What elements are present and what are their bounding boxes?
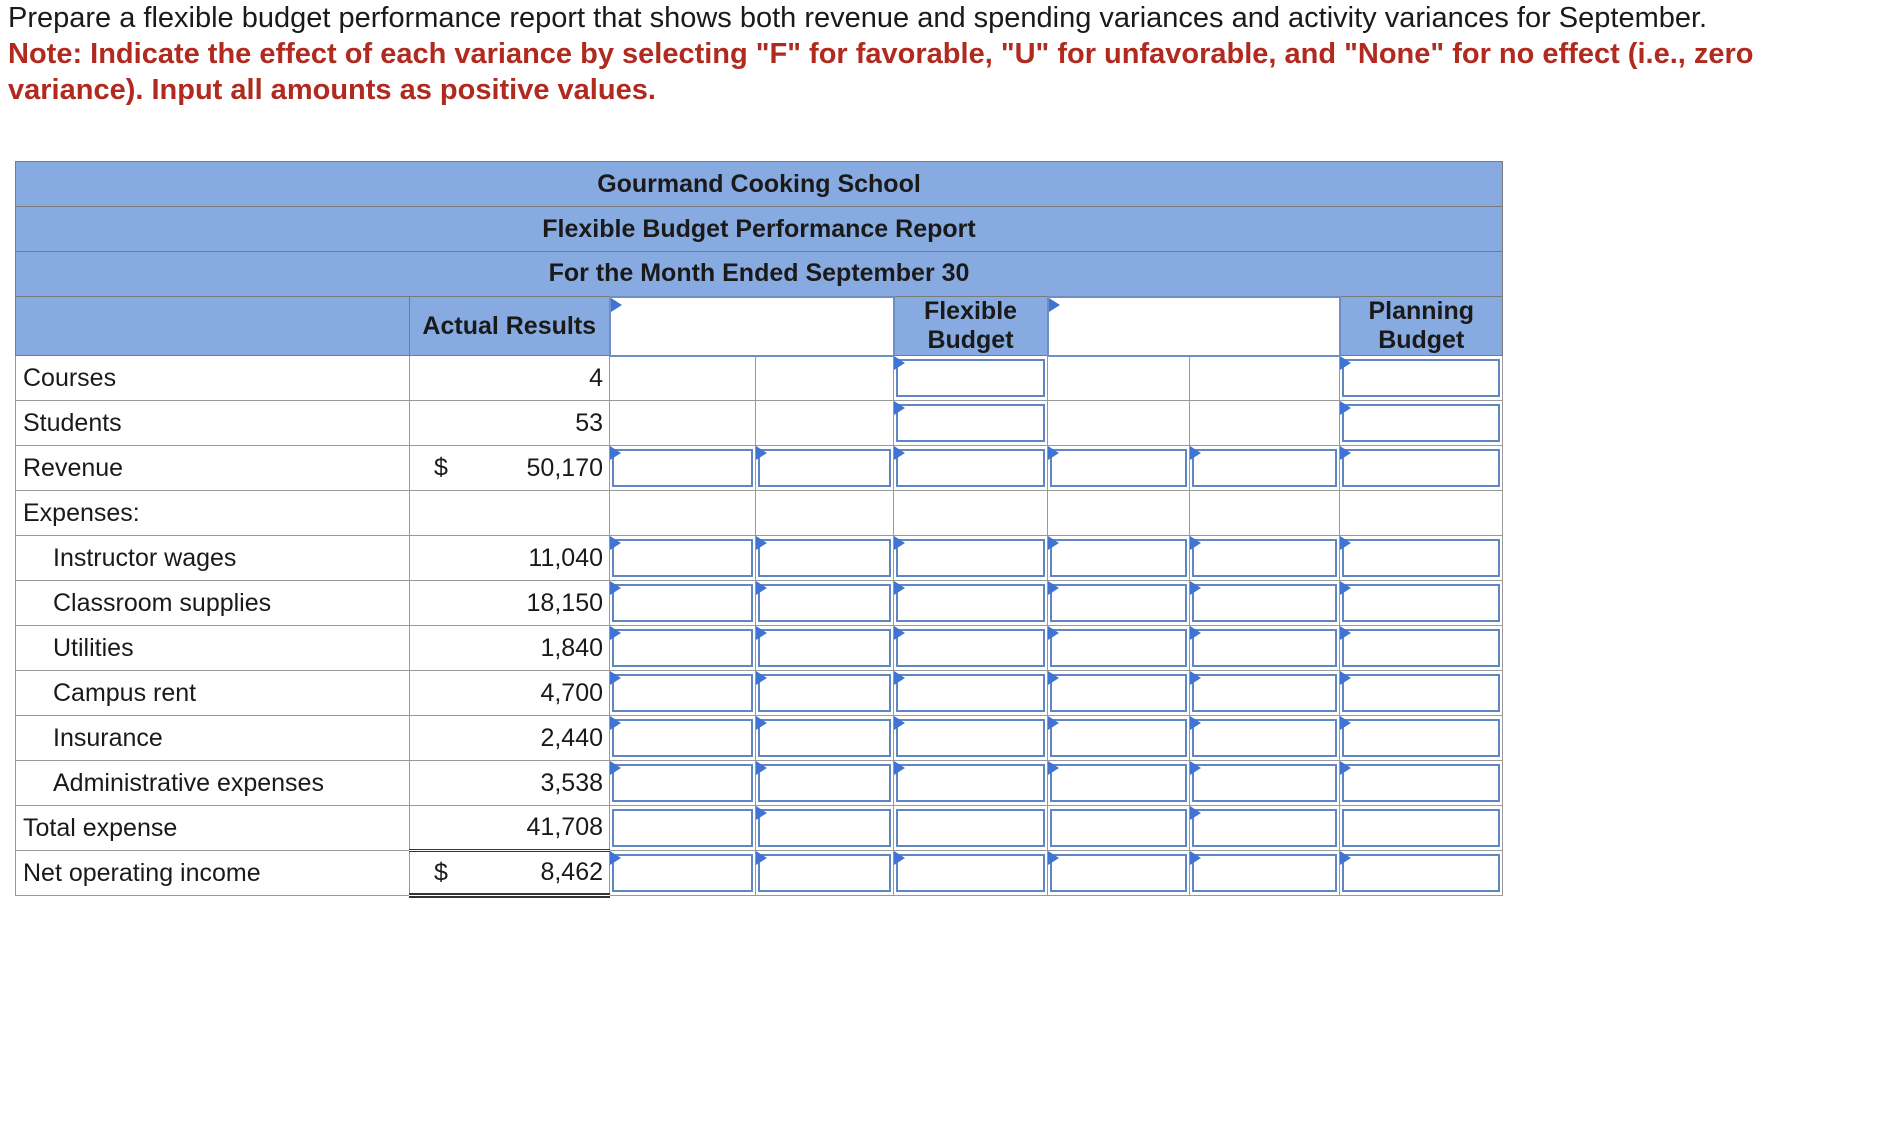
actual-value: 4,700 [410, 671, 610, 716]
table-row-campus-rent [16, 671, 1503, 716]
variance-amount-input[interactable] [1048, 671, 1190, 716]
variance-amount-input[interactable] [610, 761, 756, 806]
input-marker-icon [1340, 446, 1351, 460]
input-marker-icon [1340, 671, 1351, 685]
variance-amount-input[interactable] [1048, 806, 1190, 851]
variance-amount-input[interactable] [1048, 536, 1190, 581]
row-label: Total expense [16, 806, 410, 851]
table-row-insurance [16, 716, 1503, 761]
flexible-budget-input[interactable] [894, 401, 1048, 446]
row-label: Administrative expenses [16, 761, 410, 806]
input-marker-icon [756, 761, 767, 775]
input-marker-icon [610, 446, 621, 460]
variance-effect-select[interactable] [756, 716, 894, 761]
currency-symbol: $ [434, 858, 448, 886]
instruction-note: Note: Indicate the effect of each variance by selecting "F" for favorable, "U" for unfavorable, and "None" for no effect (i.e., zero variance). Input all amounts as positive values. [8, 38, 1754, 106]
flexible-budget-header: Flexible Budget [894, 297, 1048, 356]
variance-amount-input[interactable] [1048, 761, 1190, 806]
flexible-budget-input[interactable] [894, 356, 1048, 401]
performance-report-table [15, 161, 1503, 898]
row-label: Expenses: [16, 491, 410, 536]
input-marker-icon [1190, 716, 1201, 730]
table-row-expenses-header [16, 491, 1503, 536]
planning-budget-input[interactable] [1340, 446, 1503, 491]
input-marker-icon [894, 356, 905, 370]
row-label: Insurance [16, 716, 410, 761]
variance-effect-select[interactable] [1190, 851, 1340, 896]
variance-effect-select[interactable] [1190, 626, 1340, 671]
planning-budget-input[interactable] [1340, 851, 1503, 896]
input-marker-icon [756, 671, 767, 685]
input-marker-icon [756, 446, 767, 460]
planning-budget-input[interactable] [1340, 671, 1503, 716]
flexible-budget-input[interactable] [894, 626, 1048, 671]
input-marker-icon [1190, 851, 1201, 865]
input-marker-icon [756, 626, 767, 640]
input-marker-icon [1340, 581, 1351, 595]
planning-budget-input[interactable] [1340, 761, 1503, 806]
table-row-total-expense [16, 806, 1503, 851]
actual-value: 2,440 [410, 716, 610, 761]
table-row-courses [16, 356, 1503, 401]
variance-amount-input[interactable] [1048, 581, 1190, 626]
flexible-budget-input[interactable] [894, 581, 1048, 626]
input-marker-icon [1340, 716, 1351, 730]
input-marker-icon [1190, 806, 1201, 820]
input-marker-icon [1048, 581, 1059, 595]
input-marker-icon [1190, 626, 1201, 640]
actual-value: 4 [410, 356, 610, 401]
table-row-classroom-supplies [16, 581, 1503, 626]
input-marker-icon [610, 581, 621, 595]
flexible-budget-input[interactable] [894, 806, 1048, 851]
variance-effect-select[interactable] [1190, 761, 1340, 806]
row-label: Courses [16, 356, 410, 401]
actual-results-header: Actual Results [410, 297, 610, 356]
variance-amount-input[interactable] [610, 446, 756, 491]
table-row-administrative-expenses [16, 761, 1503, 806]
dropdown-marker-icon [1049, 298, 1060, 312]
variance-effect-select[interactable] [1190, 671, 1340, 716]
actual-value: $ 50,170 [410, 446, 610, 491]
input-marker-icon [1340, 626, 1351, 640]
input-marker-icon [610, 626, 621, 640]
planning-budget-input[interactable] [1340, 356, 1503, 401]
variance-amount-input[interactable] [610, 581, 756, 626]
actual-value: 1,840 [410, 626, 610, 671]
variance-effect-select[interactable] [756, 446, 894, 491]
planning-budget-input[interactable] [1340, 716, 1503, 761]
actual-value: $ 8,462 [410, 851, 610, 896]
variance-effect-select[interactable] [1190, 581, 1340, 626]
input-marker-icon [756, 851, 767, 865]
input-marker-icon [1048, 536, 1059, 550]
variance-amount-input[interactable] [610, 671, 756, 716]
variance-type-dropdown-1[interactable] [610, 297, 894, 356]
variance-effect-select[interactable] [756, 581, 894, 626]
planning-budget-input[interactable] [1340, 536, 1503, 581]
variance-effect-select[interactable] [756, 671, 894, 716]
row-label: Revenue [16, 446, 410, 491]
flexible-budget-input[interactable] [894, 446, 1048, 491]
currency-symbol: $ [434, 453, 448, 482]
variance-amount-input[interactable] [1048, 851, 1190, 896]
input-marker-icon [1340, 851, 1351, 865]
row-label: Students [16, 401, 410, 446]
input-marker-icon [1048, 671, 1059, 685]
input-marker-icon [1340, 356, 1351, 370]
input-marker-icon [1048, 716, 1059, 730]
variance-effect-select[interactable] [1190, 536, 1340, 581]
planning-budget-input[interactable] [1340, 581, 1503, 626]
row-label: Instructor wages [16, 536, 410, 581]
input-marker-icon [1048, 446, 1059, 460]
actual-value: 3,538 [410, 761, 610, 806]
input-marker-icon [1190, 536, 1201, 550]
flexible-budget-input[interactable] [894, 851, 1048, 896]
actual-value: 53 [410, 401, 610, 446]
input-marker-icon [1190, 581, 1201, 595]
flexible-budget-input[interactable] [894, 536, 1048, 581]
input-marker-icon [894, 851, 905, 865]
variance-amount-input[interactable] [610, 851, 756, 896]
input-marker-icon [894, 671, 905, 685]
variance-effect-select[interactable] [756, 626, 894, 671]
input-marker-icon [1048, 761, 1059, 775]
flexible-budget-input[interactable] [894, 671, 1048, 716]
input-marker-icon [610, 716, 621, 730]
variance-effect-select[interactable] [1190, 716, 1340, 761]
variance-type-dropdown-2[interactable] [1048, 297, 1340, 356]
label-column-header [16, 297, 410, 356]
variance-effect-select[interactable] [756, 536, 894, 581]
input-marker-icon [1340, 536, 1351, 550]
input-marker-icon [894, 536, 905, 550]
variance-amount-input[interactable] [1048, 716, 1190, 761]
report-title: Gourmand Cooking School [16, 162, 1503, 207]
planning-budget-input[interactable] [1340, 626, 1503, 671]
input-marker-icon [756, 716, 767, 730]
input-marker-icon [610, 671, 621, 685]
input-marker-icon [756, 806, 767, 820]
variance-effect-select[interactable] [756, 806, 894, 851]
planning-budget-input[interactable] [1340, 401, 1503, 446]
actual-value: 41,708 [410, 806, 610, 851]
input-marker-icon [894, 401, 905, 415]
flexible-budget-input[interactable] [894, 761, 1048, 806]
input-marker-icon [1190, 671, 1201, 685]
table-row-net-operating-income [16, 851, 1503, 896]
input-marker-icon [1190, 761, 1201, 775]
input-marker-icon [756, 581, 767, 595]
actual-value: 18,150 [410, 581, 610, 626]
variance-amount-input[interactable] [610, 716, 756, 761]
input-marker-icon [1048, 626, 1059, 640]
variance-amount-input[interactable] [1048, 626, 1190, 671]
row-label: Campus rent [16, 671, 410, 716]
actual-value: 11,040 [410, 536, 610, 581]
report-subtitle: Flexible Budget Performance Report [16, 207, 1503, 252]
input-marker-icon [894, 581, 905, 595]
input-marker-icon [894, 761, 905, 775]
table-row-utilities [16, 626, 1503, 671]
dropdown-marker-icon [611, 298, 622, 312]
input-marker-icon [894, 626, 905, 640]
table-row-instructor-wages [16, 536, 1503, 581]
table-row-students [16, 401, 1503, 446]
input-marker-icon [894, 716, 905, 730]
table-row-revenue [16, 446, 1503, 491]
input-marker-icon [756, 536, 767, 550]
flexible-budget-input[interactable] [894, 716, 1048, 761]
variance-amount-input[interactable] [1048, 446, 1190, 491]
variance-amount-input[interactable] [610, 626, 756, 671]
row-label: Classroom supplies [16, 581, 410, 626]
variance-effect-select[interactable] [756, 761, 894, 806]
input-marker-icon [1340, 761, 1351, 775]
variance-amount-input[interactable] [610, 806, 756, 851]
instructions [8, 0, 1878, 108]
variance-effect-select[interactable] [1190, 806, 1340, 851]
planning-budget-input[interactable] [1340, 806, 1503, 851]
input-marker-icon [894, 446, 905, 460]
input-marker-icon [610, 761, 621, 775]
row-label: Net operating income [16, 851, 410, 896]
input-marker-icon [1190, 446, 1201, 460]
report-period: For the Month Ended September 30 [16, 252, 1503, 297]
row-label: Utilities [16, 626, 410, 671]
input-marker-icon [1048, 851, 1059, 865]
input-marker-icon [610, 851, 621, 865]
input-marker-icon [610, 536, 621, 550]
instruction-text: Prepare a flexible budget performance report that shows both revenue and spending variances and activity variances for September. [8, 2, 1708, 34]
input-marker-icon [1340, 401, 1351, 415]
variance-effect-select[interactable] [756, 851, 894, 896]
variance-amount-input[interactable] [610, 536, 756, 581]
variance-effect-select[interactable] [1190, 446, 1340, 491]
planning-budget-header: Planning Budget [1340, 297, 1503, 356]
